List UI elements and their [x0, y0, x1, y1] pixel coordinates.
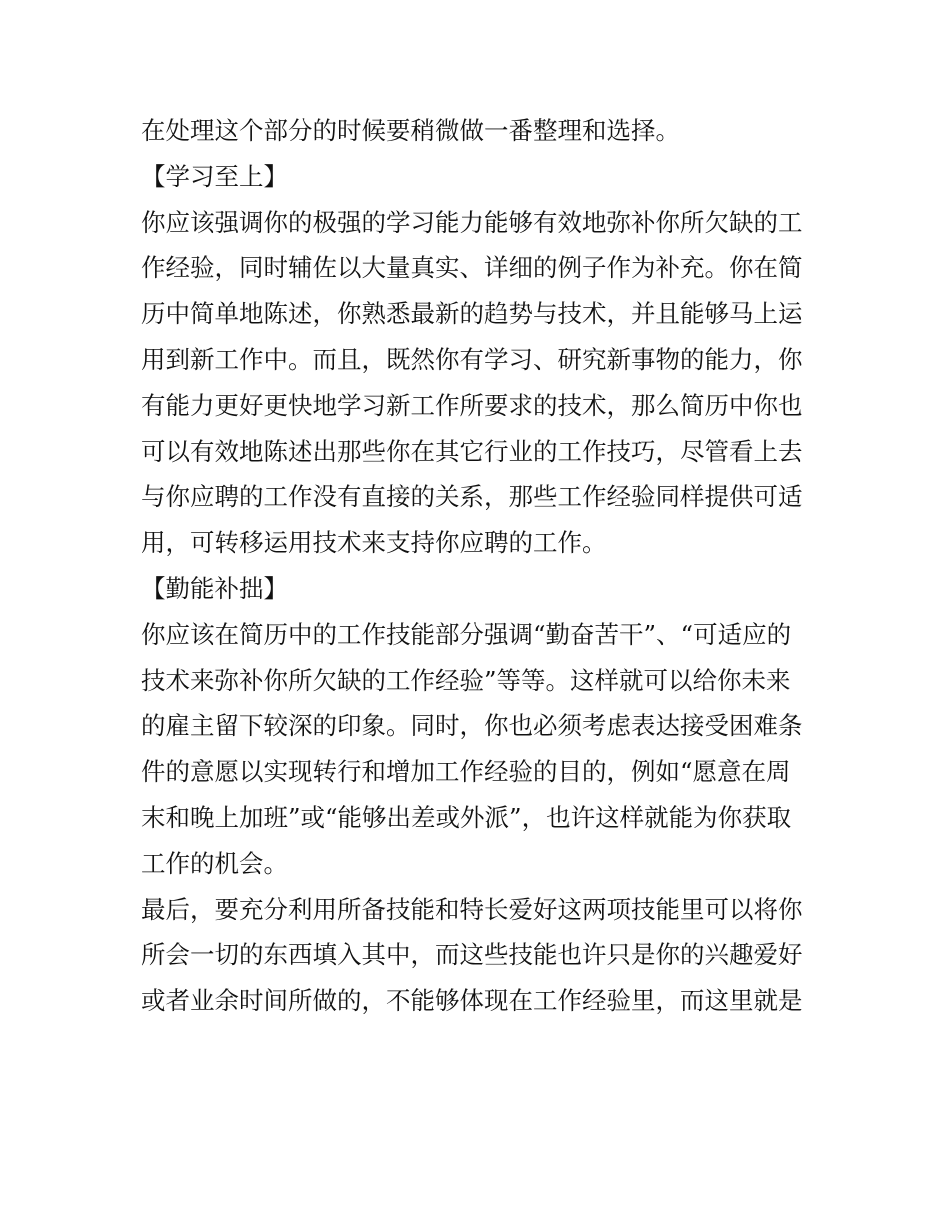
text-line: 件的意愿以实现转行和增加工作经验的目的，例如“愿意在周 — [141, 757, 791, 787]
section-heading: 【学习至上】 — [141, 161, 288, 191]
text-line: 末和晚上加班”或“能够出差或外派”，也许这样就能为你获取 — [141, 802, 792, 832]
text-line: 技术来弥补你所欠缺的工作经验”等等。这样就可以给你未来 — [141, 665, 791, 695]
text-line: 在处理这个部分的时候要稍微做一番整理和选择。 — [141, 116, 680, 145]
text-line: 你应该强调你的极强的学习能力能够有效地弥补你所欠缺的工 — [141, 207, 803, 237]
text-line: 可以有效地陈述出那些你在其它行业的工作技巧，尽管看上去 — [141, 436, 803, 466]
text-line: 的雇主留下较深的印象。同时，你也必须考虑表达接受困难条 — [141, 711, 803, 741]
text-line: 与你应聘的工作没有直接的关系，那些工作经验同样提供可适 — [141, 482, 803, 512]
text-line: 所会一切的东西填入其中，而这些技能也许只是你的兴趣爱好 — [141, 940, 803, 970]
text-line: 工作的机会。 — [141, 848, 288, 878]
text-line: 最后，要充分利用所备技能和特长爱好这两项技能里可以将你 — [141, 894, 803, 924]
text-line: 有能力更好更快地学习新工作所要求的技术，那么简历中你也 — [141, 390, 803, 420]
text-line: 你应该在简历中的工作技能部分强调“勤奋苦干”、“可适应的 — [141, 619, 792, 649]
document-body — [141, 108, 821, 1024]
text-line: 或者业余时间所做的，不能够体现在工作经验里，而这里就是 — [141, 986, 803, 1016]
text-line: 作经验，同时辅佐以大量真实、详细的例子作为补充。你在简 — [141, 253, 803, 283]
text-line: 用到新工作中。而且，既然你有学习、研究新事物的能力，你 — [141, 344, 803, 374]
text-line: 历中简单地陈述，你熟悉最新的趋势与技术，并且能够马上运 — [141, 299, 803, 329]
section-heading: 【勤能补拙】 — [141, 573, 288, 603]
text-line: 用，可转移运用技术来支持你应聘的工作。 — [141, 528, 607, 558]
